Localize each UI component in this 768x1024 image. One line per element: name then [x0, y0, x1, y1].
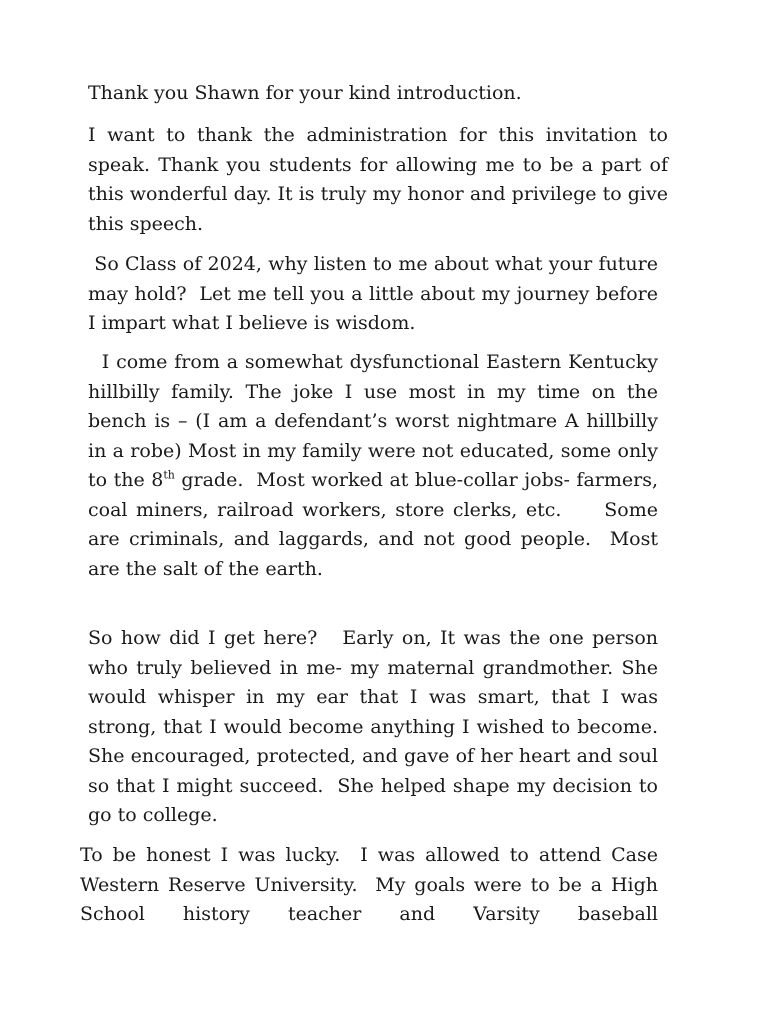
paragraph-how-did-i-get-here: So how did I get here? Early on, It was the one person who truly believed in me- my maternal grandmother. She would whisper in my ear that I was smart, that I was strong, that I would become anything I wished to become. She encouraged, protected, and gave of her heart and soul so that I might succeed. She helped shape my decision to go to college. — [88, 627, 671, 826]
paragraph-to-be-honest: To be honest I was lucky. I was allowed to attend Case Western Reserve University. My goals were to be a High School history teacher and Varsity baseball — [80, 844, 665, 925]
paragraph-thanks-shawn: Thank you Shawn for your kind introduction. — [88, 82, 522, 104]
paragraph-class-of-2024: So Class of 2024, why listen to me about what your future may hold? Let me tell you a little about my journey before I impart what I believe is wisdom. — [88, 253, 665, 334]
paragraph-hillbilly-family — [88, 348, 665, 584]
paragraph-thanks-administration: I want to thank the administration for this invitation to speak. Thank you students for allowing me to be a part of this wonderful day. It is truly my honor and privilege to give this speech. — [88, 124, 668, 235]
paragraph-hillbilly-text-end: grade. Most worked at blue-collar jobs- farmers, coal miners, railroad workers, store clerks, etc. Some are criminals, and laggards, and not good people. Most are the salt of the earth. — [88, 469, 665, 580]
ordinal-superscript: th — [163, 468, 175, 482]
paragraph-hillbilly-text-start: I come from a somewhat dysfunctional Eastern Kentucky hillbilly family. The joke I use most in my time on the bench is – (I am a defendant’s worst nightmare A hillbilly in a robe) Most in my family were not educated, some only to the 8 — [88, 351, 665, 491]
